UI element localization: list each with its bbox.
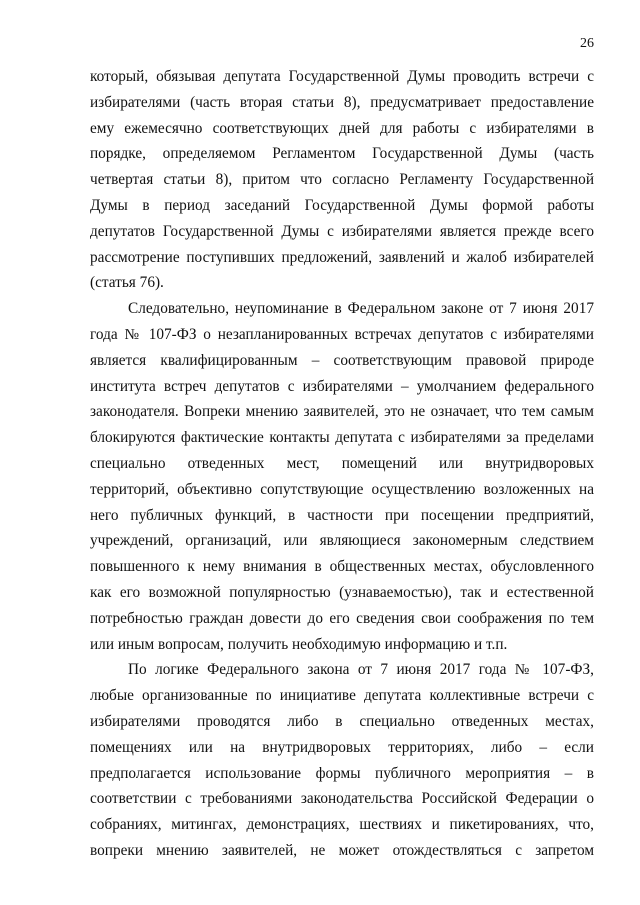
- text-line: который, обязывая депутата Государственной Думы проводить встречи с: [90, 68, 594, 85]
- text-line: рассмотрение поступивших предложений, заявлений и жалоб избирателей: [90, 248, 594, 266]
- text-line: блокируются фактические контакты депутата с избирателями за пределами: [90, 429, 594, 447]
- text-line: четвертая статьи 8), притом что согласно Регламенту Государственной: [90, 171, 594, 189]
- text-line: собраниях, митингах, демонстрациях, шествиях и пикетированиях, что,: [90, 816, 594, 834]
- text-line: По логике Федерального закона от 7 июня 2017 года № 107-ФЗ,: [128, 661, 594, 679]
- text-line: законодателя. Вопреки мнению заявителей, это не означает, что тем самым: [90, 403, 594, 421]
- page-number: 26: [580, 36, 594, 51]
- text-line: является квалифицированным – соответствующим правовой природе: [90, 351, 594, 369]
- text-line: потребностью граждан довести до его сведения свои соображения по тем: [90, 609, 594, 627]
- text-line: повышенного к нему внимания в общественных местах, обусловленного: [90, 558, 594, 576]
- text-line: или иным вопросам, получить необходимую информацию и т.п.: [90, 635, 508, 653]
- text-line: избирателями проводятся либо в специально отведенных местах,: [90, 712, 594, 730]
- text-line: института встреч депутатов с избирателями – умолчанием федерального: [90, 377, 594, 395]
- text-line: специально отведенных мест, помещений или внутридворовых: [90, 454, 594, 472]
- text-line: вопреки мнению заявителей, не может отождествляться с запретом: [90, 841, 594, 859]
- text-line: порядке, определяемом Регламентом Государственной Думы (часть: [90, 145, 594, 163]
- text-line: любые организованные по инициативе депутата коллективные встречи с: [90, 687, 594, 705]
- paragraph: [90, 296, 594, 657]
- text-line: как его возможной популярностью (узнаваемостью), так и естественной: [90, 583, 594, 601]
- text-line: Следовательно, неупоминание в Федеральном законе от 7 июня 2017: [128, 300, 594, 318]
- paragraph: [90, 64, 594, 296]
- text-line: соответствии с требованиями законодательства Российской Федерации о: [90, 790, 594, 808]
- text-line: Думы в период заседаний Государственной Думы формой работы: [90, 196, 594, 214]
- paragraph: [90, 657, 594, 863]
- text-line: избирателями (часть вторая статьи 8), предусматривает предоставление: [90, 93, 594, 111]
- text-line: года № 107-ФЗ о незапланированных встречах депутатов с избирателями: [90, 325, 594, 343]
- text-line: территорий, объективно сопутствующие осуществлению возложенных на: [90, 480, 594, 498]
- text-line: депутатов Государственной Думы с избирателями является прежде всего: [90, 222, 594, 240]
- text-line: (статья 76).: [90, 274, 164, 292]
- text-line: него публичных функций, в частности при посещении предприятий,: [90, 506, 594, 524]
- text-line: ему ежемесячно соответствующих дней для работы с избирателями в: [90, 119, 594, 137]
- text-line: помещениях или на внутридворовых территориях, либо – если: [90, 738, 594, 756]
- document-body: [90, 64, 594, 864]
- text-line: предполагается использование формы публичного мероприятия – в: [90, 764, 594, 782]
- text-line: учреждений, организаций, или являющиеся закономерным следствием: [90, 532, 594, 550]
